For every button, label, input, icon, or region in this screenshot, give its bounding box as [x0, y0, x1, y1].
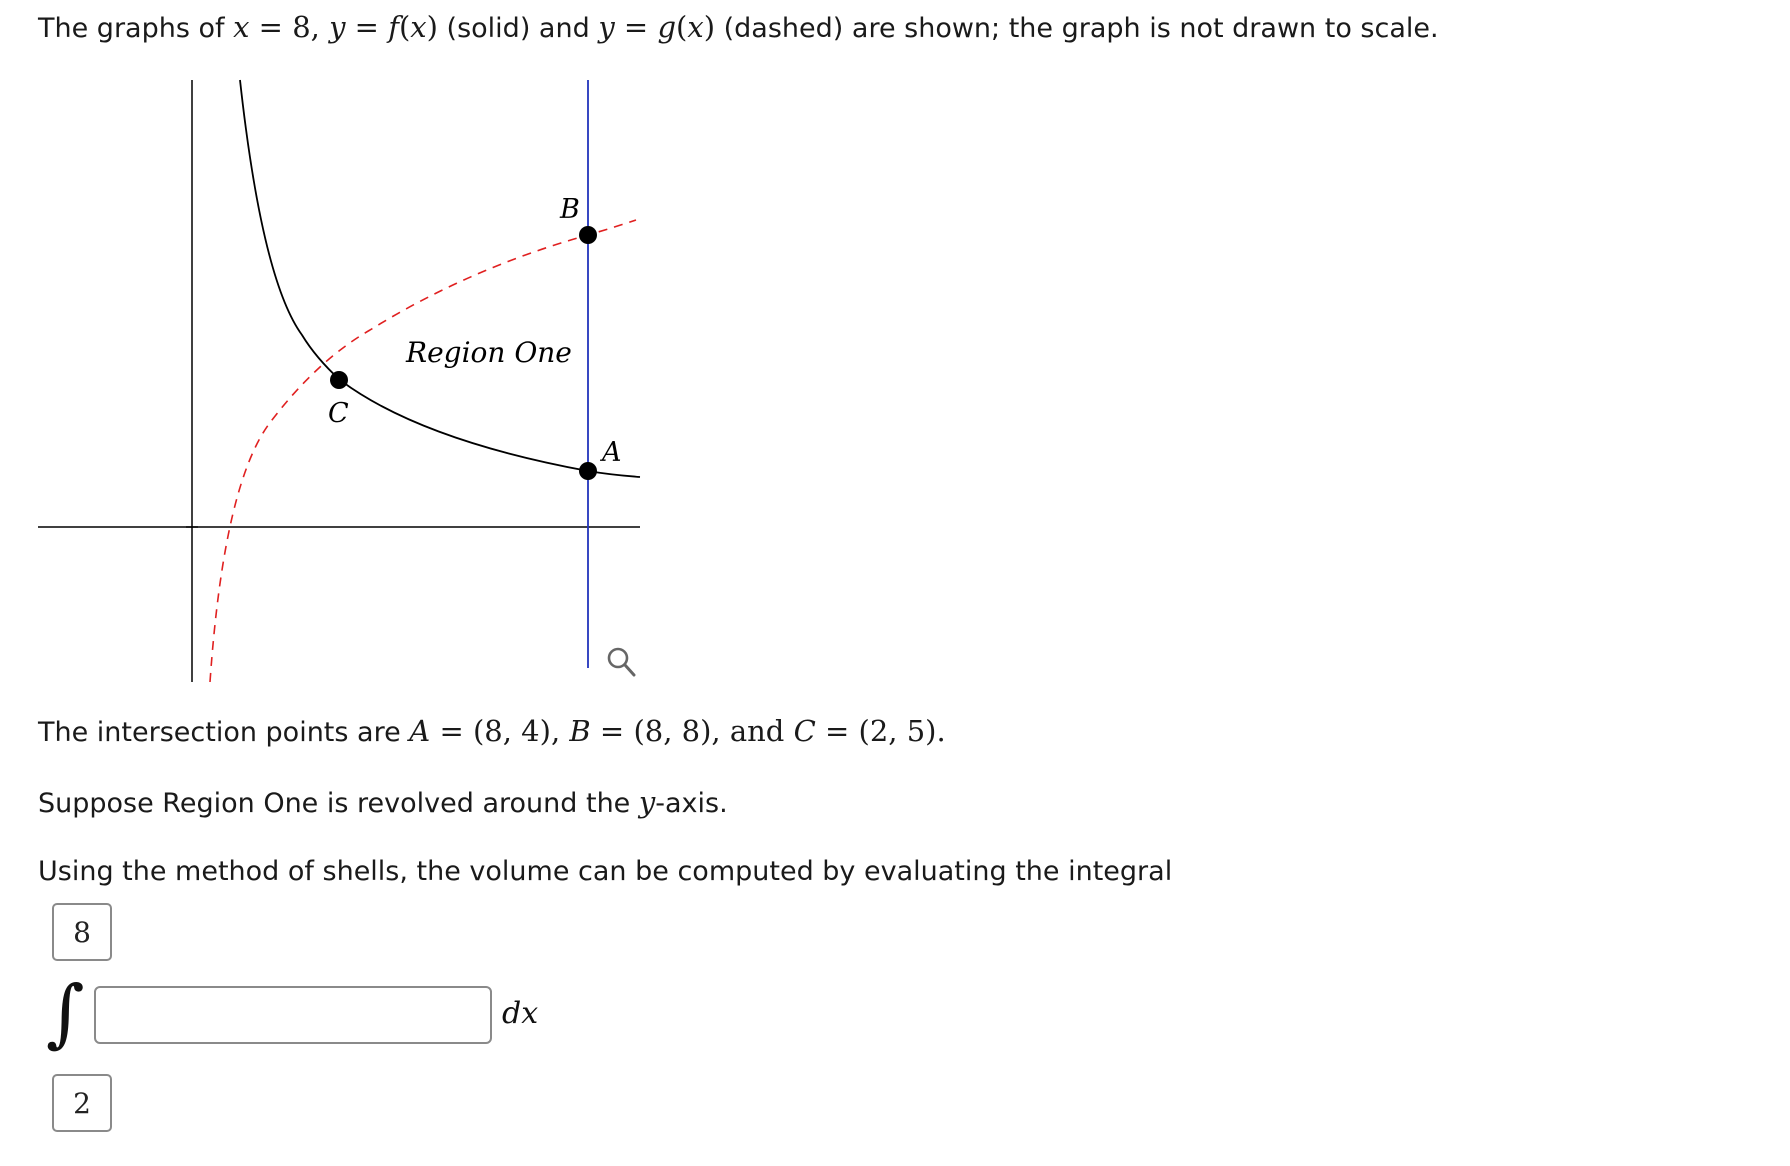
label-a: A [602, 437, 622, 468]
integrand-input[interactable] [94, 986, 492, 1044]
intro-text-2: (solid) and [437, 13, 599, 44]
intro-eq-2: = [345, 10, 389, 44]
integral-sign: ∫ [46, 970, 85, 1056]
intro-eq-3: = [614, 10, 658, 44]
point-a [579, 462, 597, 480]
region-one-label: Region One [406, 336, 572, 369]
label-c: C [328, 398, 349, 429]
revolve-axis-var: y [638, 785, 656, 819]
method-sentence: Using the method of shells, the volume can be computed by evaluating the integral [38, 856, 1173, 887]
label-b: B [560, 194, 580, 225]
revolve-text-1: Suppose Region One is revolved around the [38, 788, 639, 819]
solid-curve-f [240, 80, 640, 477]
intro-text-3: (dashed) are shown; the graph is not drawn to scale. [715, 13, 1439, 44]
intro-y-var-1: y [329, 10, 346, 44]
revolve-text-2: -axis. [655, 788, 728, 819]
zoom-magnifier-icon[interactable] [604, 644, 638, 678]
intro-paren-open-1: ( [398, 10, 411, 44]
upper-limit-value: 8 [73, 915, 91, 949]
intro-paren-close-2: ) [703, 10, 716, 44]
point-b [579, 226, 597, 244]
point-a-value: = (8, 4), [430, 714, 570, 748]
lower-limit-value: 2 [73, 1086, 91, 1120]
intersections-sentence [38, 714, 946, 750]
dashed-curve-g [210, 220, 636, 682]
lower-limit-box [52, 1074, 112, 1132]
intro-g-name: g [657, 10, 677, 44]
revolve-sentence [38, 785, 728, 821]
intro-x-var: x [233, 10, 250, 44]
point-b-value: = (8, 8), and [590, 714, 794, 748]
point-c [330, 371, 348, 389]
intro-x-arg-1: x [410, 10, 427, 44]
point-a-name: A [409, 714, 431, 748]
intro-text-1: The graphs of [38, 13, 234, 44]
intro-x-arg-2: x [687, 10, 704, 44]
region-graph [0, 0, 700, 700]
intersections-text-1: The intersection points are [38, 717, 410, 748]
differential-label: dx [502, 996, 539, 1031]
intro-paren-open-2: ( [676, 10, 688, 44]
point-c-name: C [793, 714, 816, 748]
intro-f-name: f [388, 10, 399, 44]
point-c-value: = (2, 5). [815, 714, 946, 748]
intro-eq-1: = 8, [249, 10, 330, 44]
point-b-name: B [569, 714, 591, 748]
intro-y-var-2: y [598, 10, 615, 44]
intro-paren-close-1: ) [426, 10, 438, 44]
upper-limit-box [52, 903, 112, 961]
